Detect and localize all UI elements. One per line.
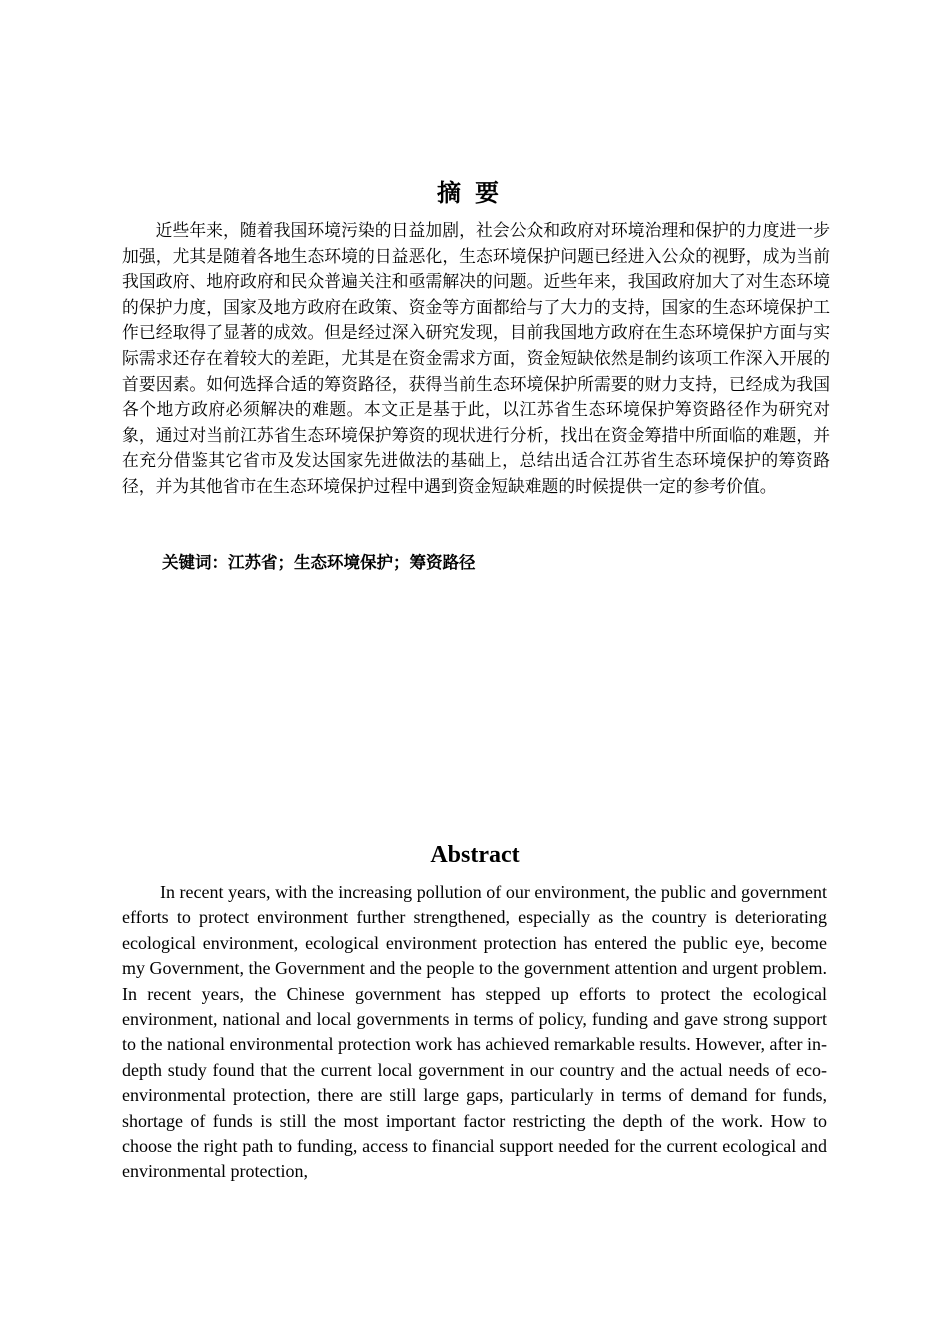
chinese-abstract-body xyxy=(122,218,830,500)
chinese-abstract-title: 摘要 xyxy=(437,178,513,207)
chinese-keywords: 关键词：江苏省；生态环境保护；筹资路径 xyxy=(162,553,476,572)
chinese-abstract-paragraph: 近些年来，随着我国环境污染的日益加剧，社会公众和政府对环境治理和保护的力度进一步加强，尤其是随着各地生态环境的日益恶化，生态环境保护问题已经进入公众的视野，成为当前我国政府、地府政府和民众普遍关注和亟需解决的问题。近些年来，我国政府加大了对生态环境的保护力度，国家及地方政府在政策、资金等方面都给与了大力的支持，国家的生态环境保护工作已经取得了显著的成效。但是经过深入研究发现，目前我国地方政府在生态环境保护方面与实际需求还存在着较大的差距，尤其是在资金需求方面，资金短缺依然是制约该项工作深入开展的首要因素。如何选择合适的筹资路径，获得当前生态环境保护所需要的财力支持，已经成为我国各个地方政府必须解决的难题。本文正是基于此，以江苏省生态环境保护筹资路径作为研究对象，通过对当前江苏省生态环境保护筹资的现状进行分析，找出在资金筹措中所面临的难题，并在充分借鉴其它省市及发达国家先进做法的基础上，总结出适合江苏省生态环境保护的筹资路径，并为其他省市在生态环境保护过程中遇到资金短缺难题的时候提供一定的参考价值。 xyxy=(122,220,830,496)
english-abstract-body xyxy=(122,880,827,1185)
english-abstract-paragraph: In recent years, with the increasing pollution of our environment, the public and government efforts to protect environment further strengthened, especially as the country is deteriorating ecological environment, ecological environment protection has entered the public eye, become my Government, the Government and the people to the government attention and urgent problem. In recent years, the Chinese government has stepped up efforts to protect the ecological environment, national and local governments in terms of policy, funding and gave strong support to the national environmental protection work has achieved remarkable results. However, after in-depth study found that the current local government in our country and the actual needs of eco-environmental protection, there are still large gaps, particularly in terms of demand for funds, shortage of funds is still the most important factor restricting the depth of the work. How to choose the right path to funding, access to financial support needed for the current ecological and environmental protection, xyxy=(122,882,828,1182)
english-abstract-title: Abstract xyxy=(430,842,520,868)
